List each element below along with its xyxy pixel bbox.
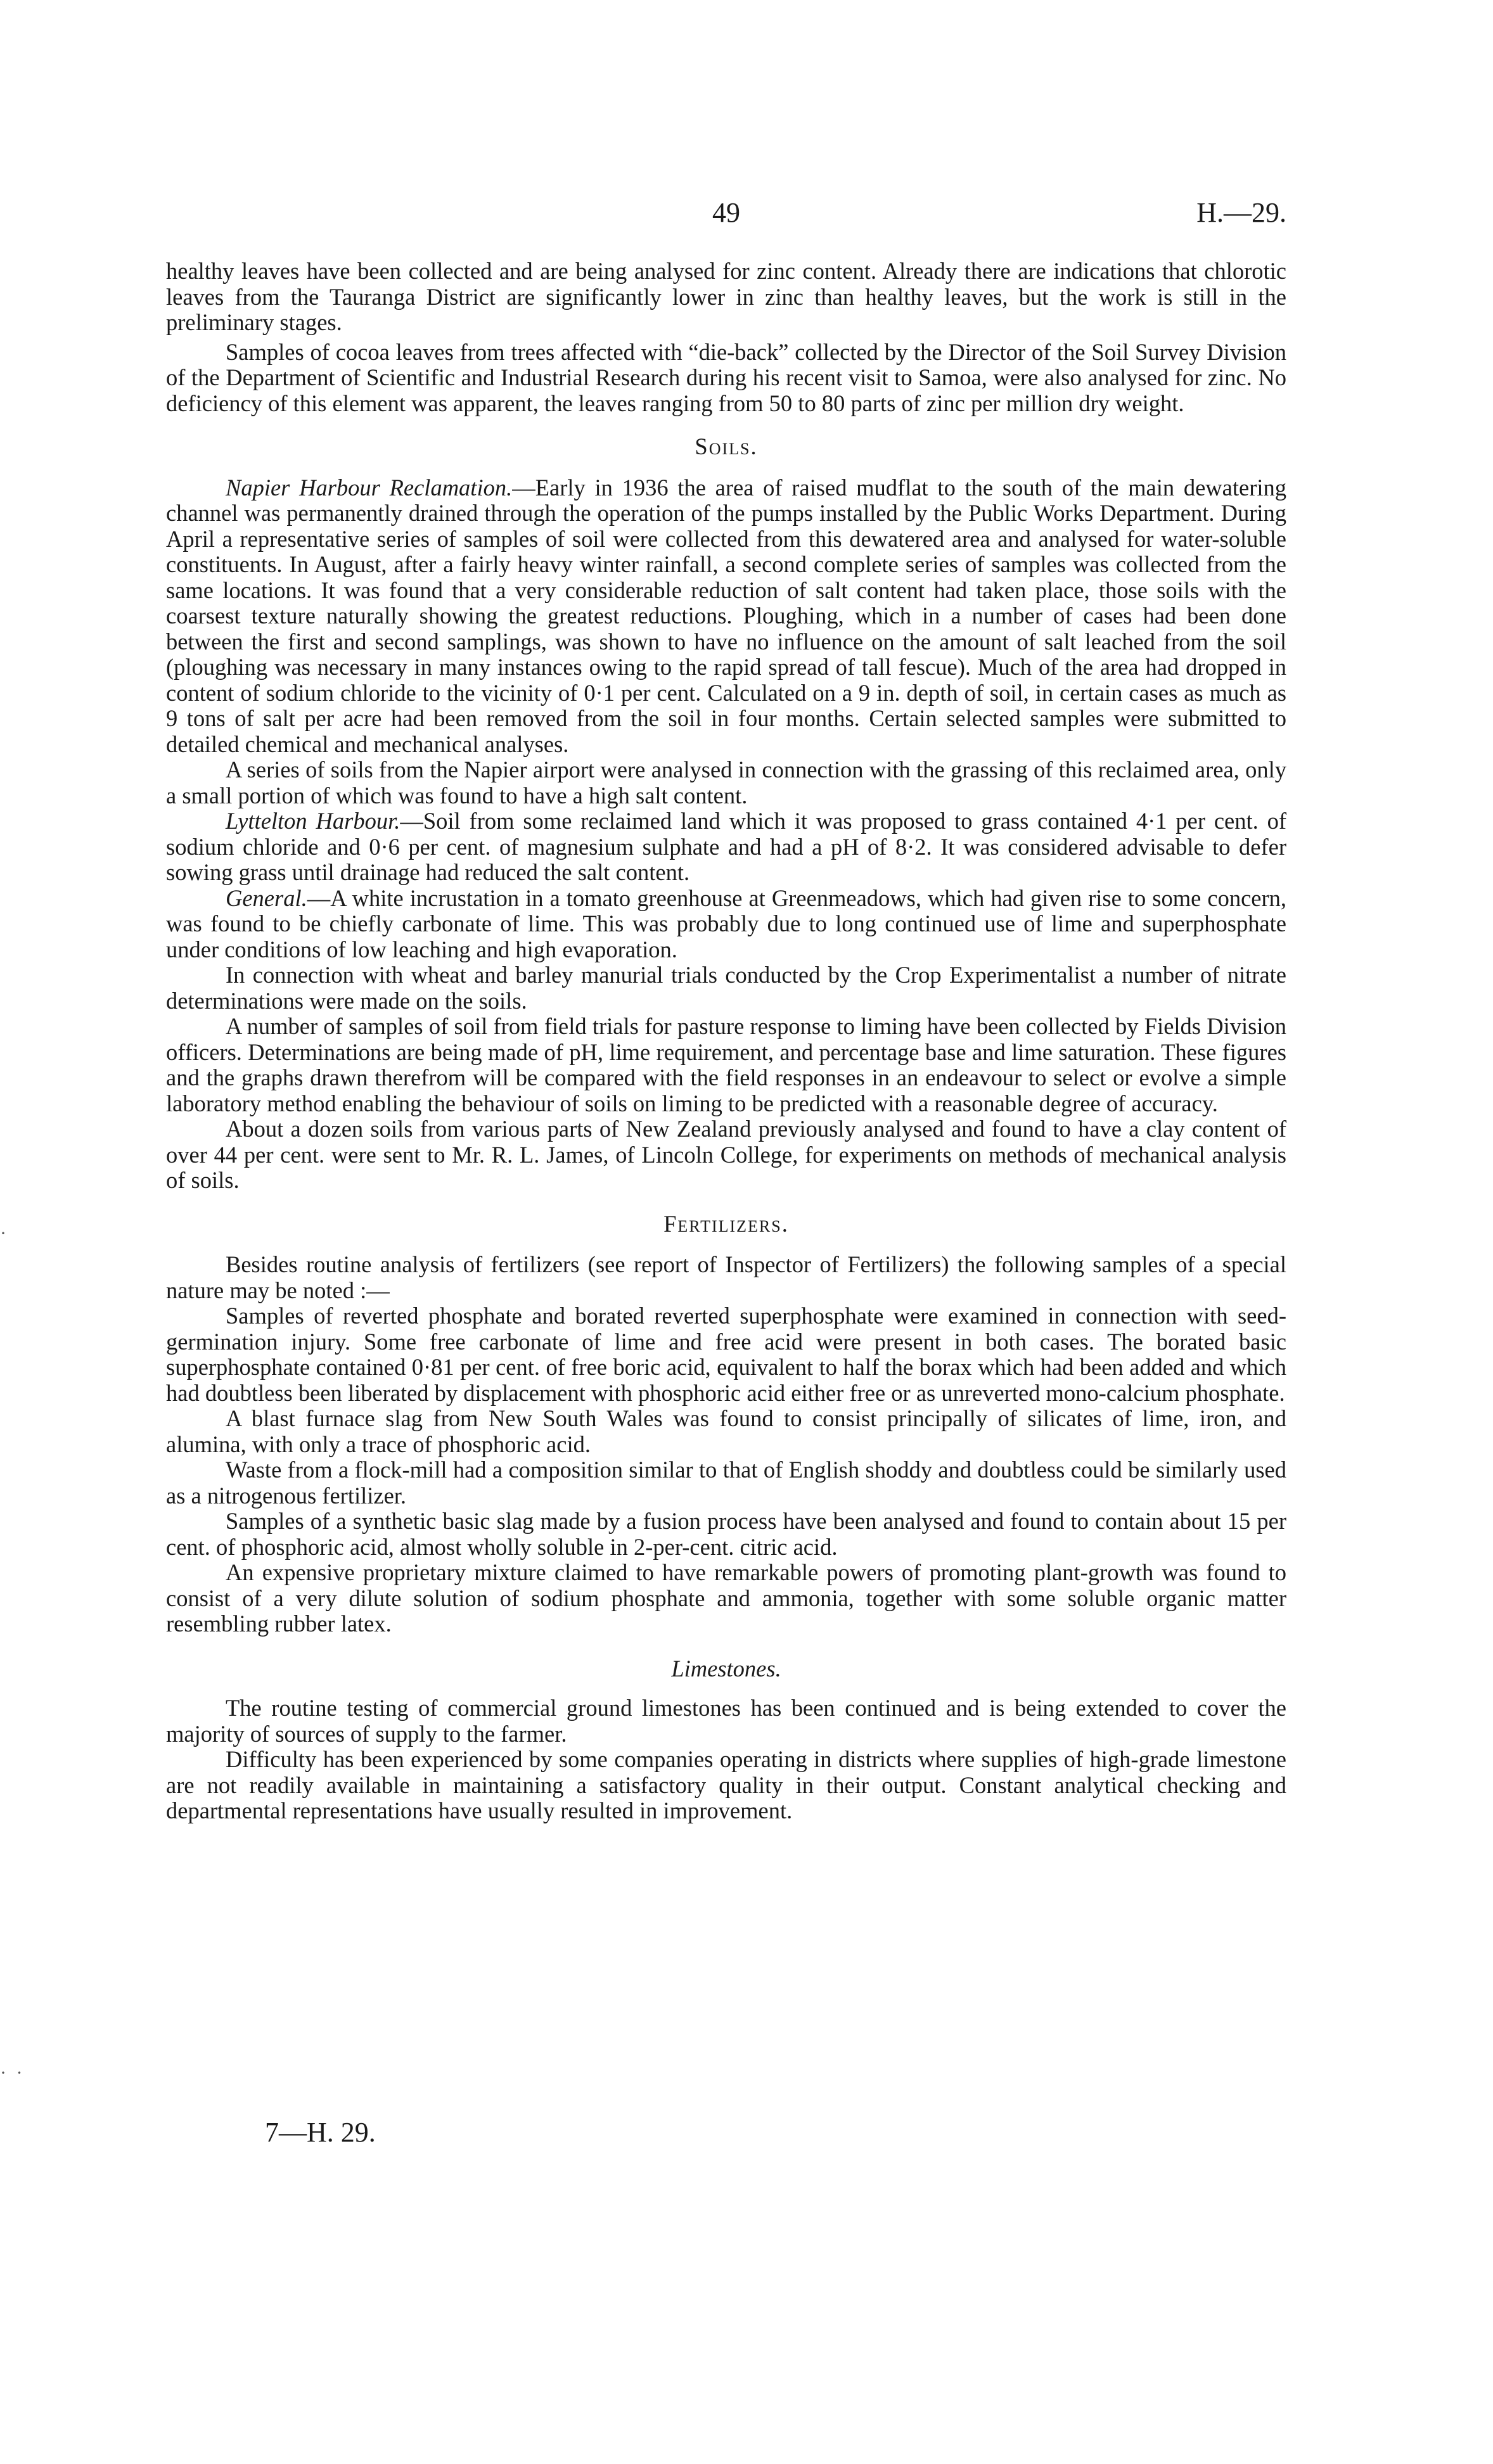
paragraph-text: —Early in 1936 the area of raised mudflat to the south of the main dewatering channel was permanently drained through the operation of the pumps installed by the Public Works Department. During April a representative series of samples of soil were collected from this dewatered area and analysed for water-soluble constituents. In August, after a fairly heavy winter rainfall, a second complete series of samples was collected from the same locations. It was found that a very considerable reduction of salt content had taken place, those soils with the coarsest texture naturally showing the greatest reductions. Ploughing, which in a number of cases had been done between the first and second samplings, was shown to have no influence on the amount of salt leached from the soil (ploughing was necessary in many instances owing to the rapid spread of tall fescue). Much of the area had dropped in content of sodium chloride to the vicinity of 0·1 per cent. Calculated on a 9 in. depth of soil, in certain cases as much as 9 tons of salt per acre had been removed from the soil in four months. Certain selected samples were submitted to detailed chemical and mechanical analyses. bbox=[166, 474, 1286, 757]
section-heading-limestones: Limestones. bbox=[671, 1655, 781, 1682]
paragraph-napier bbox=[166, 475, 1286, 758]
paragraph: Samples of cocoa leaves from trees affected with “die-back” collected by the Director of the Soil Survey Division of the Department of Scientific and Industrial Research during his recent visit to Samoa, were also analysed for zinc. No deficiency of this element was apparent, the leaves ranging from 50 to 80 parts of zinc per million dry weight. bbox=[166, 338, 1286, 416]
page-number: 49 bbox=[712, 197, 740, 228]
run-in-heading: General. bbox=[226, 884, 307, 911]
paragraph: A blast furnace slag from New South Wales was found to consist principally of silicates of lime, iron, and alumina, with only a trace of phosphoric acid. bbox=[166, 1405, 1286, 1457]
paragraph: A series of soils from the Napier airport were analysed in connection with the grassing of this reclaimed area, only a small portion of which was found to have a high salt content. bbox=[166, 756, 1286, 808]
paragraph: Waste from a flock-mill had a composition similar to that of English shoddy and doubtless could be similarly used as a nitrogenous fertilizer. bbox=[166, 1457, 1286, 1509]
paragraph: The routine testing of commercial ground limestones has been continued and is being extended to cover the majority of sources of supply to the farmer. bbox=[166, 1695, 1286, 1747]
paragraph: A number of samples of soil from field trials for pasture response to liming have been collected by Fields Division officers. Determinations are being made of pH, lime requirement, and percentage base and lime saturation. These figures and the graphs drawn therefrom will be compared with the field responses in an endeavour to select or evolve a simple laboratory method enabling the behaviour of soils on liming to be predicted with a reasonable degree of accuracy. bbox=[166, 1013, 1286, 1116]
run-in-heading: Napier Harbour Reclamation. bbox=[226, 474, 513, 501]
paragraph-general bbox=[166, 886, 1286, 963]
footer-reference: 7—H. 29. bbox=[265, 2117, 376, 2148]
paragraph: Besides routine analysis of fertilizers (see report of Inspector of Fertilizers) the following samples of a special nature may be noted :— bbox=[166, 1251, 1286, 1303]
margin-mark: · bbox=[0, 1223, 9, 1244]
paragraph: Difficulty has been experienced by some companies operating in districts where supplies of high-grade limestone are not readily available in maintaining a satisfactory quality in their output. Constant analytical checking and departmental representations have usually resulted in improvement. bbox=[166, 1746, 1286, 1823]
section-heading-fertilizers: Fertilizers. bbox=[663, 1210, 789, 1237]
paragraph: An expensive proprietary mixture claimed to have remarkable powers of promoting plant-growth was found to consist of a very dilute solution of sodium phosphate and ammonia, together with some soluble organic matter resembling rubber latex. bbox=[166, 1559, 1286, 1637]
section-heading-soils: Soils. bbox=[695, 433, 758, 459]
paragraph-text: —A white incrustation in a tomato greenhouse at Greenmeadows, which had given rise to some concern, was found to be chiefly carbonate of lime. This was probably due to long continued use of lime and superphosphate under conditions of low leaching and high evaporation. bbox=[166, 884, 1286, 962]
page-header bbox=[166, 196, 1286, 234]
paragraph: healthy leaves have been collected and are being analysed for zinc content. Already there are indications that chlorotic leaves from the Tauranga District are significantly lower in zinc than healthy leaves, but the work is still in the preliminary stages. bbox=[166, 258, 1286, 335]
margin-mark: · · bbox=[0, 2062, 25, 2083]
body-text bbox=[166, 259, 1286, 1824]
paragraph-text: —Soil from some reclaimed land which it was proposed to grass contained 4·1 per cent. of sodium chloride and 0·6 per cent. of magnesium sulphate and had a pH of 8·2. It was considered advisable to defer sowing grass until drainage had reduced the salt content. bbox=[166, 808, 1286, 885]
paragraph-lyttelton bbox=[166, 808, 1286, 886]
paragraph: About a dozen soils from various parts of New Zealand previously analysed and found to have a clay content of over 44 per cent. were sent to Mr. R. L. James, of Lincoln College, for experiments on methods of mechanical analysis of soils. bbox=[166, 1116, 1286, 1193]
run-in-heading: Lyttelton Harbour. bbox=[226, 808, 400, 834]
paragraph: In connection with wheat and barley manurial trials conducted by the Crop Experimentalist a number of nitrate determinations were made on the soils. bbox=[166, 962, 1286, 1014]
paragraph: Samples of a synthetic basic slag made by a fusion process have been analysed and found to contain about 15 per cent. of phosphoric acid, almost wholly soluble in 2-per-cent. citric acid. bbox=[166, 1508, 1286, 1560]
document-reference: H.—29. bbox=[1196, 197, 1286, 228]
paragraph: Samples of reverted phosphate and borated reverted superphosphate were examined in connection with seed-germination injury. Some free carbonate of lime and free acid were present in both cases. The borated basic superphosphate contained 0·81 per cent. of free boric acid, equivalent to half the borax which had been added and which had doubtless been liberated by displacement with phosphoric acid either free or as unreverted mono-calcium phosphate. bbox=[166, 1303, 1286, 1406]
